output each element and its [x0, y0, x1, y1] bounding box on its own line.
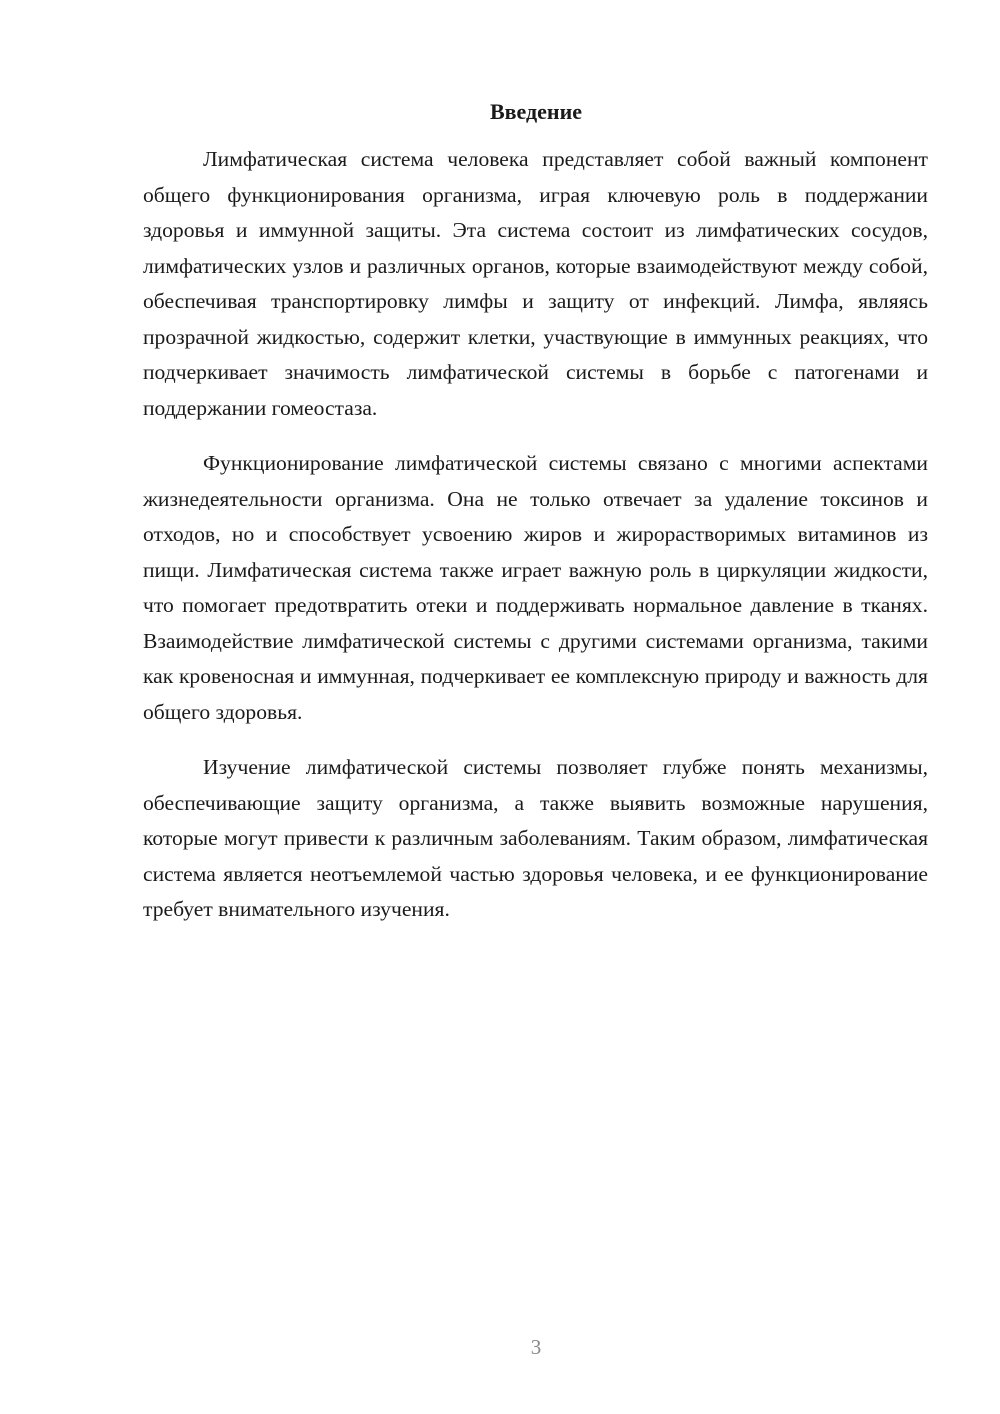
paragraph-2: Функционирование лимфатической системы связано с многими аспектами жизнедеятельности организма. Она не только отвечает за удаление токсинов и отходов, но и способствует усвоению жиров и жирорастворимых витаминов из пищи. Лимфатическая система также играет важную роль в циркуляции жидкости, что помогает предотвратить отеки и поддерживать нормальное давление в тканях. Взаимодействие лимфатической системы с другими системами организма, такими как кровеносная и иммунная, подчеркивает ее комплексную природу и важность для общего здоровья.: [143, 451, 928, 724]
paragraph-3: Изучение лимфатической системы позволяет глубже понять механизмы, обеспечивающие защиту организма, а также выявить возможные нарушения, которые могут привести к различным заболеваниям. Таким образом, лимфатическая система является неотъемлемой частью здоровья человека, и ее функционирование требует внимательного изучения.: [143, 755, 928, 921]
paragraph-1: Лимфатическая система человека представляет собой важный компонент общего функционирования организма, играя ключевую роль в поддержании здоровья и иммунной защиты. Эта система состоит из лимфатических сосудов, лимфатических узлов и различных органов, которые взаимодействуют между собой, обеспечивая транспортировку лимфы и защиту от инфекций. Лимфа, являясь прозрачной жидкостью, содержит клетки, участвующие в иммунных реакциях, что подчеркивает значимость лимфатической системы в борьбе с патогенами и поддержании гомеостаза.: [143, 147, 928, 420]
page-number: 3: [530, 1335, 542, 1359]
body-text: [143, 142, 928, 928]
section-heading: Введение: [489, 99, 583, 124]
